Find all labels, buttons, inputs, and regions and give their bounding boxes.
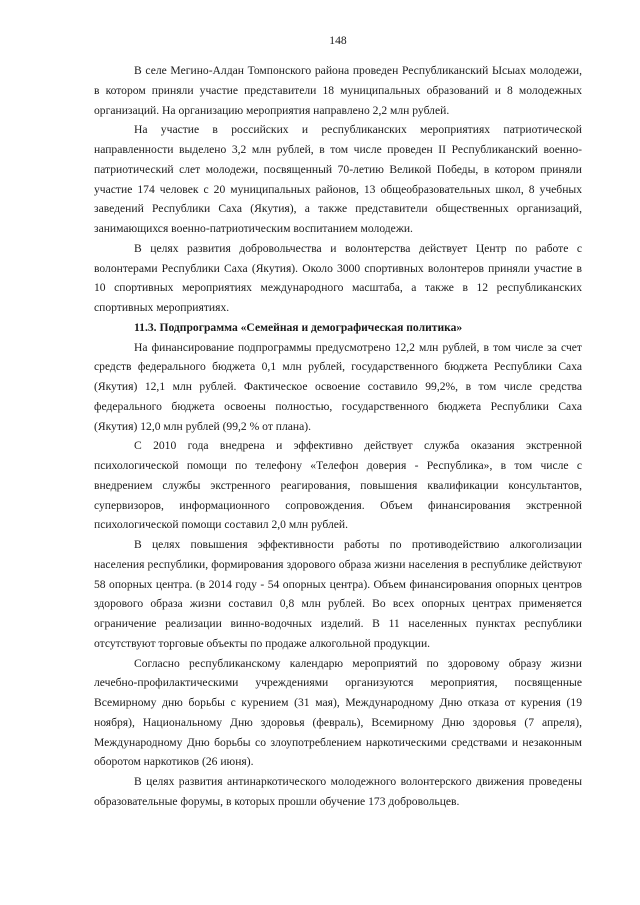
paragraph-subprogram-funding: На финансирование подпрограммы предусмотрено 12,2 млн рублей, в том числе за счет средств федерального бюджета 0,1 млн рублей, государственного бюджета Республики Саха (Якутия) 12,1 млн рублей. Фактическое освоение составило 99,2%, в том числе средства федерального бюджета освоены полностью, государственного бюджета Республики Саха (Якутия) 12,0 млн рублей (99,2 % от плана). [94, 340, 582, 433]
page-number: 148 [329, 34, 347, 47]
section-heading: 11.3. Подпрограмма «Семейная и демографическая политика» [134, 320, 463, 334]
paragraph-health-calendar: Согласно республиканскому календарю мероприятий по здоровому образу жизни лечебно-профилактическими учреждениями организуются мероприятия, посвященные Всемирному дню борьбы с курением (31 мая), Международному Дню отказа от курения (19 ноября), Национальному Дню здоровья (февраль), Всемирному Дню здоровья (7 апреля), Международному Дню борьбы со злоупотреблением наркотическими средствами и незаконным оборотом наркотиков (26 июня). [94, 656, 582, 769]
paragraph-helpline: С 2010 года внедрена и эффективно действует служба оказания экстренной психологической помощи по телефону «Телефон доверия - Республика», в том числе с внедрением службы экстренного реагирования, повышения квалификации консультантов, супервизоров, информационного сопровождения. Объем финансирования экстренной психологической помощи составил 2,0 млн рублей. [94, 439, 582, 532]
paragraph-patriotic-events: На участие в российских и республиканских мероприятиях патриотической направленности выделено 3,2 млн рублей, в том числе проведен II Республиканский военно-патриотический слет молодежи, посвященный 70-летию Великой Победы, в котором приняли участие 174 человек с 20 муниципальных районов, 13 общеобразовательных школ, 8 учебных заведений Республики Саха (Якутия), а также представители общественных организаций, занимающихся военно-патриотическим воспитанием молодежи. [94, 123, 582, 235]
paragraph-volunteer-center: В целях развития добровольчества и волонтерства действует Центр по работе с волонтерами Республики Саха (Якутия). Около 3000 спортивных волонтеров приняли участие в 10 спортивных мероприятиях международного масштаба, а также в 12 республиканских спортивных мероприятиях. [94, 241, 582, 314]
paragraph-anti-alcohol: В целях повышения эффективности работы по противодействию алкоголизации населения республики, формирования здорового образа жизни населения в республике действуют 58 опорных центра. (в 2014 году - 54 опорных центра). Объем финансирования опорных центров здорового образа жизни составил 0,8 млн рублей. Во всех опорных центрах применяется ограничение реализации винно-водочных изделий. В 11 населенных пунктах республики отсутствуют торговые объекты по продаже алкогольной продукции. [94, 538, 582, 650]
paragraph-ysyakh-festival: В селе Мегино-Алдан Томпонского района проведен Республиканский Ысыах молодежи, в котором приняли участие представители 18 муниципальных образований и 8 молодежных организаций. На организацию мероприятия направлено 2,2 млн рублей. [94, 64, 582, 117]
paragraph-antidrug-volunteers: В целях развития антинаркотического молодежного волонтерского движения проведены образовательные форумы, в которых прошли обучение 173 добровольцев. [94, 775, 582, 808]
